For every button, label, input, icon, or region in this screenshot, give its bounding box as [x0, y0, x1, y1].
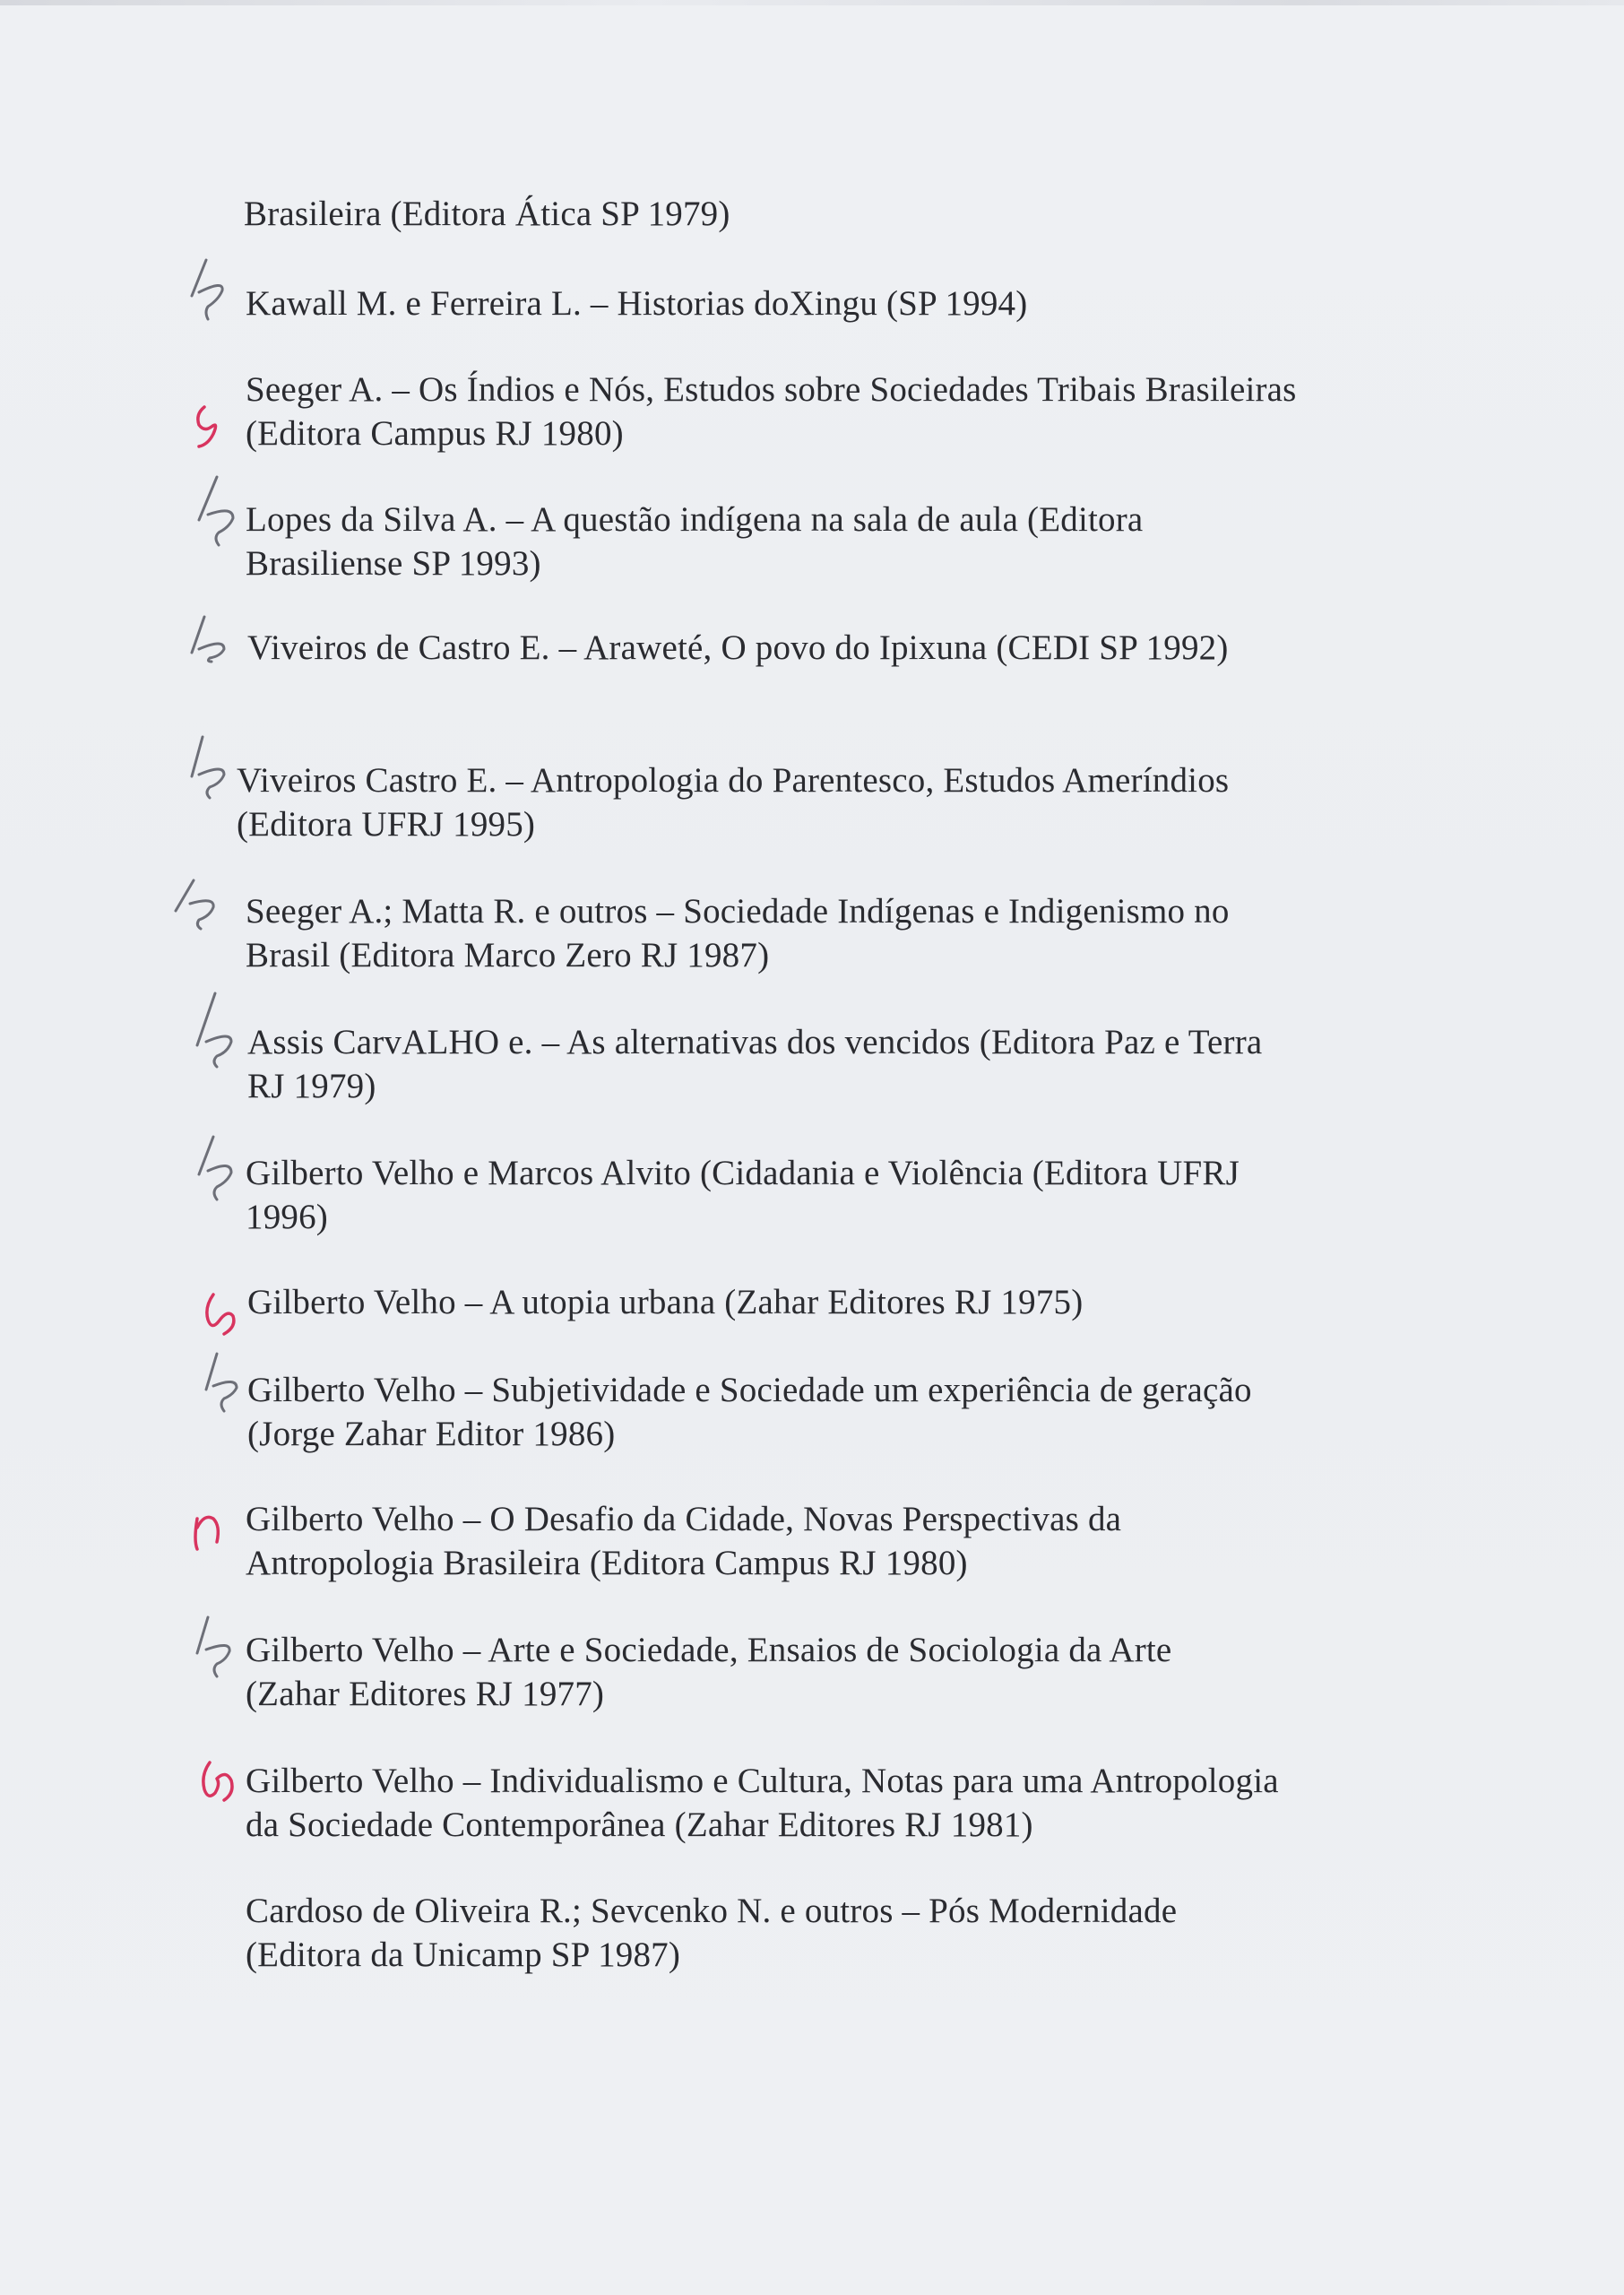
entry-line: (Editora da Unicamp SP 1987) [246, 1936, 681, 1974]
red-pen-mark-icon [190, 1506, 233, 1556]
entry-line: Cardoso de Oliveira R.; Sevcenko N. e outros – Pós Modernidade [246, 1892, 1178, 1930]
bibliography-entry [244, 192, 730, 236]
entry-line: da Sociedade Contemporânea (Zahar Editores RJ 1981) [246, 1806, 1033, 1844]
entry-line: 1996) [246, 1198, 328, 1236]
entry-line: Gilberto Velho – O Desafio da Cidade, Novas Perspectivas da [246, 1500, 1122, 1538]
entry-line: Kawall M. e Ferreira L. – Historias doXingu (SP 1994) [246, 284, 1028, 323]
entry-line: Brasileira (Editora Ática SP 1979) [244, 195, 730, 233]
entry-line: Viveiros Castro E. – Antropologia do Parentesco, Estudos Ameríndios [237, 761, 1230, 800]
entry-line: (Editora Campus RJ 1980) [246, 414, 624, 453]
pencil-check-mark-icon [190, 1133, 244, 1205]
entry-line: Gilberto Velho – Arte e Sociedade, Ensaios de Sociologia da Arte [246, 1631, 1172, 1669]
entry-line: Gilberto Velho – Subjetividade e Sociedade um experiência de geração [247, 1371, 1252, 1409]
scan-edge [0, 0, 1624, 5]
entry-line: Brasil (Editora Marco Zero RJ 1987) [246, 936, 770, 974]
bibliography-entry [246, 1889, 1177, 1977]
pencil-check-mark-icon [170, 877, 228, 932]
bibliography-entry [237, 758, 1229, 846]
pencil-check-mark-icon [185, 613, 240, 663]
entry-line: Antropologia Brasileira (Editora Campus RJ 1980) [246, 1544, 968, 1582]
entry-line: Brasiliense SP 1993) [246, 544, 541, 583]
entry-line: (Jorge Zahar Editor 1986) [247, 1415, 616, 1453]
pencil-check-mark-icon [188, 990, 244, 1070]
entry-line: (Editora UFRJ 1995) [237, 805, 536, 844]
entry-line: Gilberto Velho e Marcos Alvito (Cidadania e Violência (Editora UFRJ [246, 1154, 1240, 1192]
entry-line: Seeger A.; Matta R. e outros – Sociedade Indígenas e Indigenismo no [246, 892, 1230, 931]
entry-line: Lopes da Silva A. – A questão indígena na sala de aula (Editora [246, 500, 1144, 539]
bibliography-entry [246, 1759, 1279, 1847]
pencil-check-mark-icon [181, 256, 235, 325]
bibliography-entry [247, 1280, 1083, 1324]
bibliography-entry [247, 1368, 1252, 1456]
bibliography-entry [247, 1020, 1262, 1108]
pencil-check-mark-icon [183, 733, 237, 801]
red-pen-mark-icon [199, 1757, 242, 1809]
bibliography-entry [246, 368, 1297, 455]
bibliography-entry [246, 498, 1143, 585]
bibliography-entry [246, 889, 1230, 977]
entry-line: Assis CarvALHO e. – As alternativas dos vencidos (Editora Paz e Terra [247, 1023, 1263, 1061]
bibliography-entry [246, 1497, 1121, 1585]
bibliography-entry [246, 281, 1027, 325]
red-pen-mark-icon [192, 402, 229, 452]
bibliography-entry [246, 1151, 1240, 1239]
entry-line: Seeger A. – Os Índios e Nós, Estudos sobre Sociedades Tribais Brasileiras [246, 370, 1297, 409]
entry-line: Viveiros de Castro E. – Araweté, O povo do Ipixuna (CEDI SP 1992) [247, 628, 1229, 667]
pencil-check-mark-icon [190, 1614, 242, 1684]
entry-line: RJ 1979) [247, 1067, 376, 1105]
pencil-check-mark-icon [197, 1350, 249, 1420]
bibliography-entry [246, 1628, 1171, 1716]
red-pen-mark-icon [203, 1291, 246, 1338]
entry-line: Gilberto Velho – A utopia urbana (Zahar Editores RJ 1975) [247, 1283, 1084, 1321]
pencil-check-mark-icon [188, 473, 244, 549]
entry-line: Gilberto Velho – Individualismo e Cultura, Notas para uma Antropologia [246, 1762, 1279, 1800]
entry-line: (Zahar Editores RJ 1977) [246, 1675, 605, 1713]
bibliography-entry [247, 626, 1229, 670]
